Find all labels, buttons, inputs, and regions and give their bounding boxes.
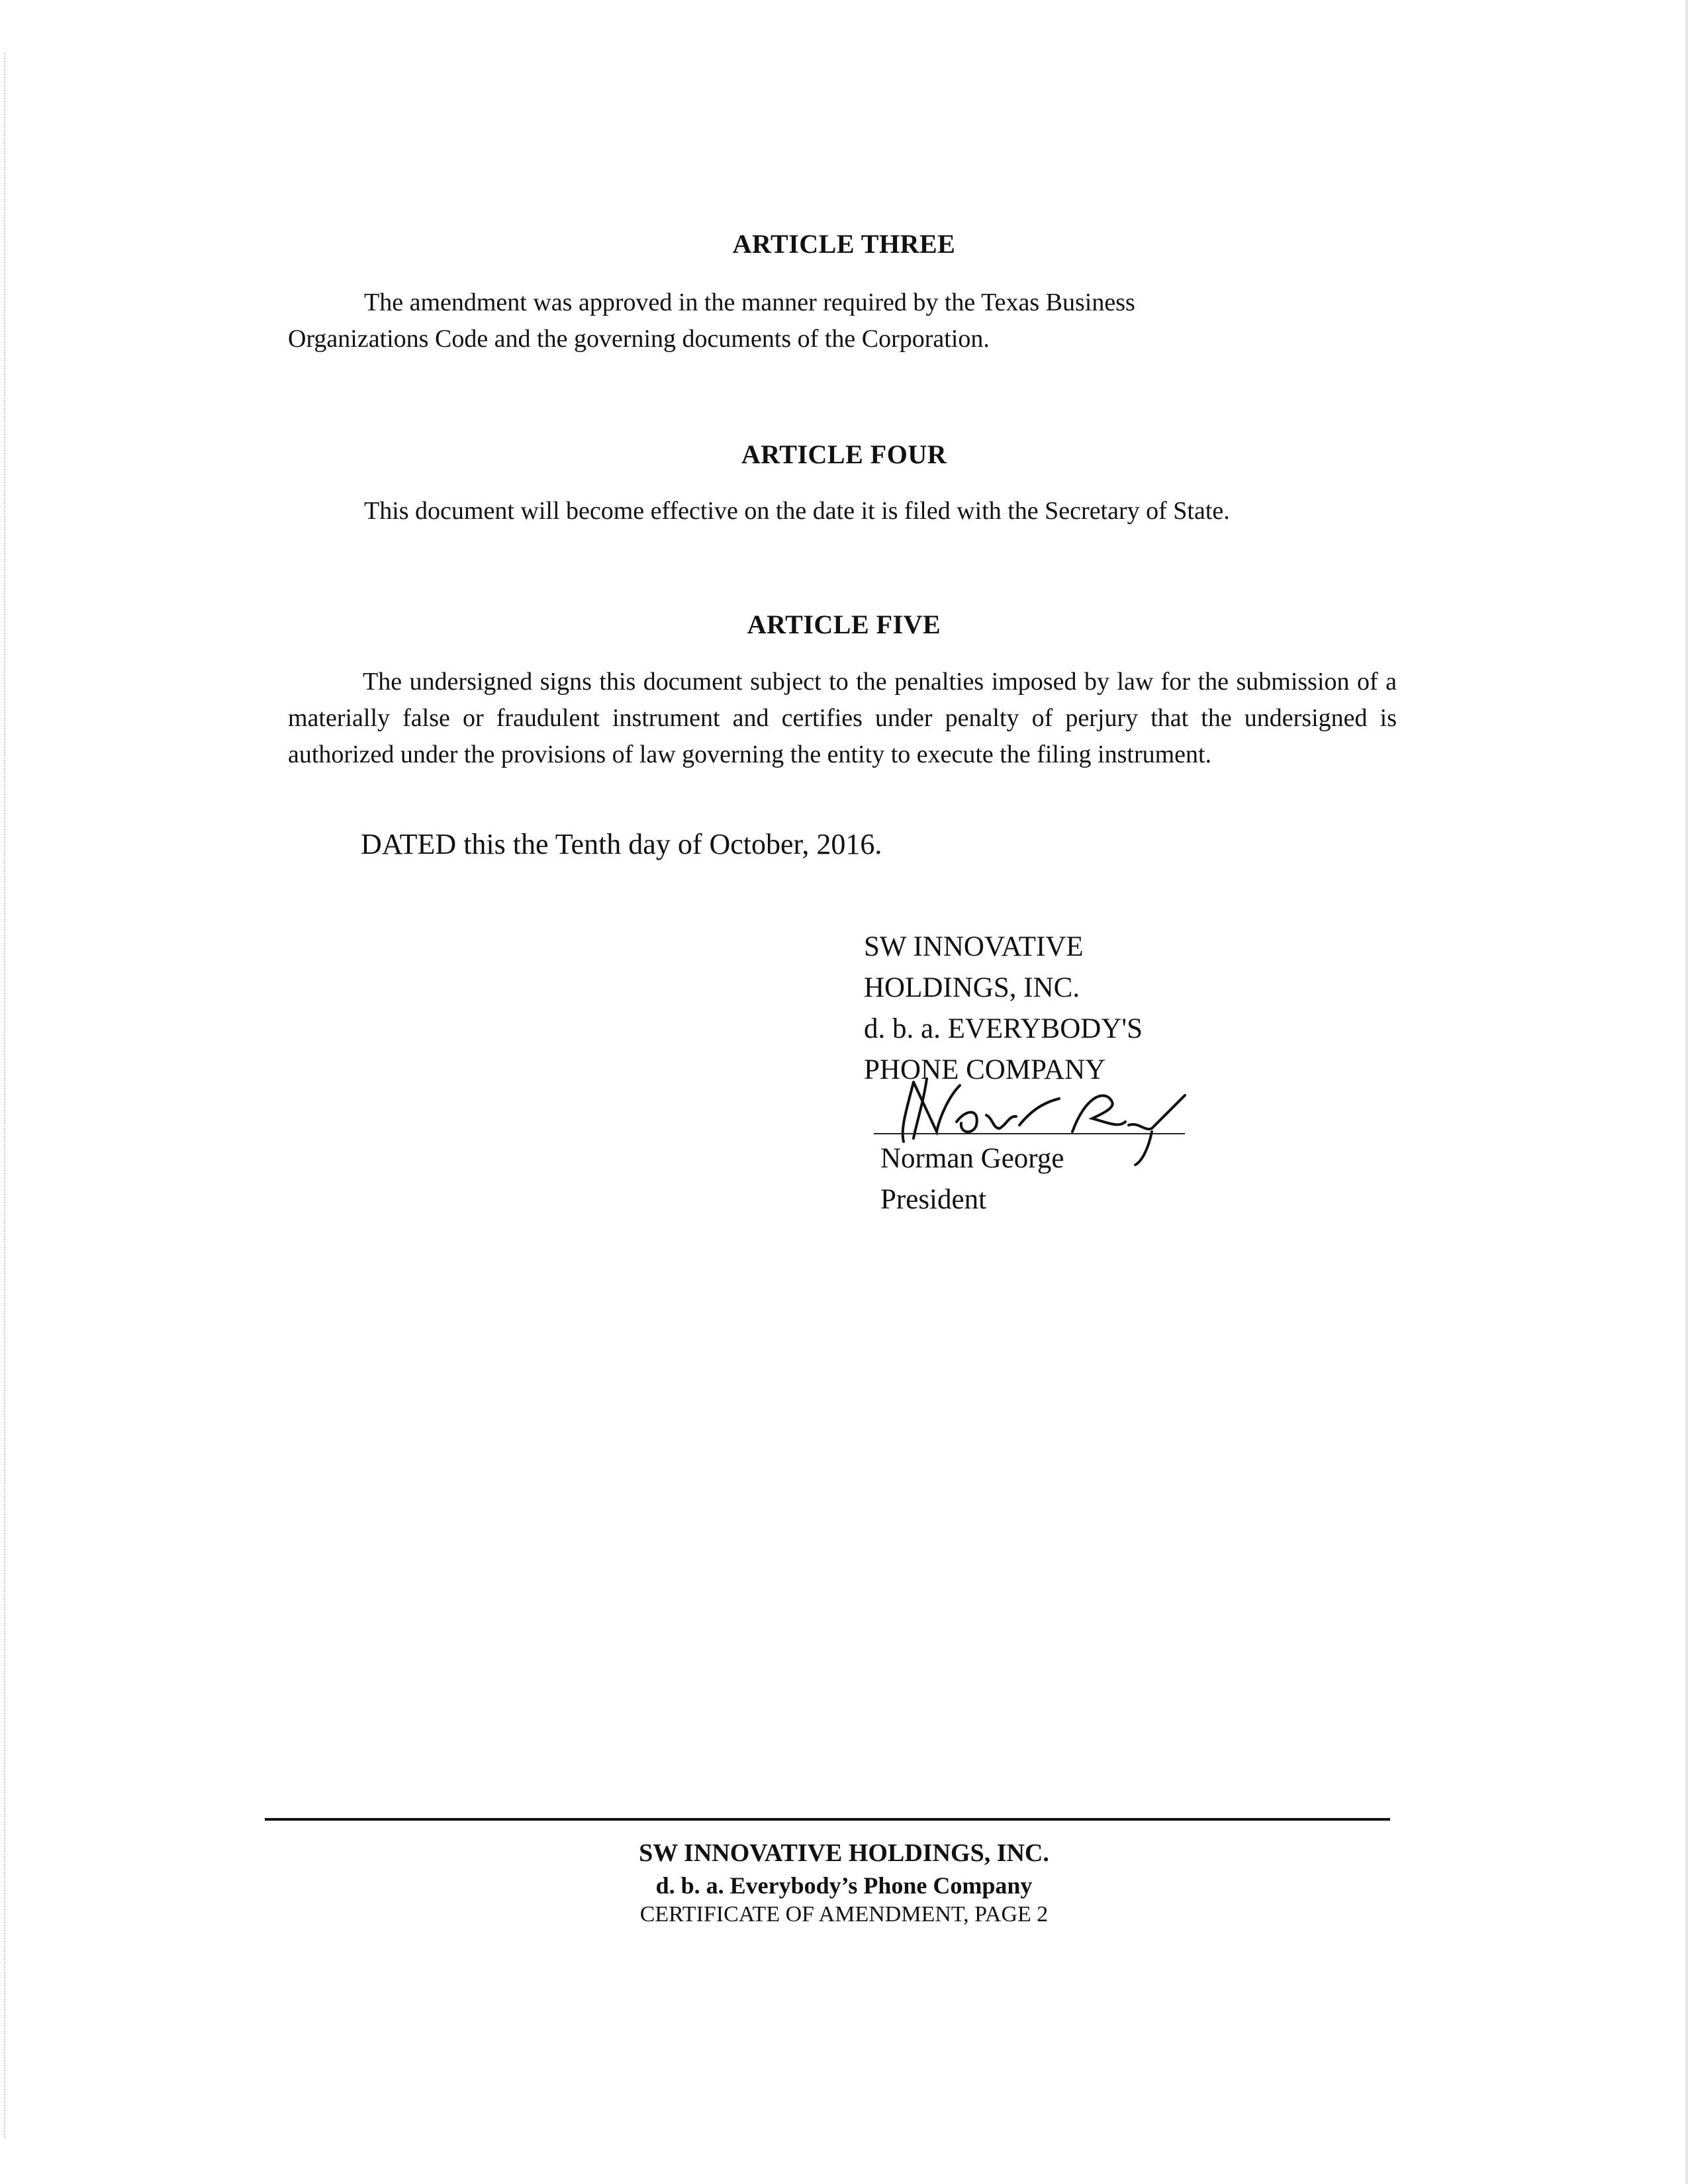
company-line-2: HOLDINGS, INC. <box>864 972 1080 1003</box>
signer-name: Norman George <box>880 1143 1064 1174</box>
footer-dba: d. b. a. Everybody’s Phone Company <box>655 1872 1033 1899</box>
article-three-text-line2: Organizations Code and the governing documents of the Corporation. <box>288 325 990 353</box>
article-five-heading: ARTICLE FIVE <box>747 610 941 639</box>
footer-page-label: CERTIFICATE OF AMENDMENT, PAGE 2 <box>639 1902 1049 1927</box>
signature-line <box>874 1133 1185 1134</box>
scan-margin-artifact <box>4 53 8 2138</box>
article-three-text-line1: The amendment was approved in the manner required by the Texas Business <box>364 289 1135 316</box>
dated-line: DATED this the Tenth day of October, 2016. <box>361 828 882 860</box>
signer-block <box>880 1138 1064 1220</box>
company-line-3: d. b. a. EVERYBODY'S <box>864 1013 1143 1044</box>
signature-company-block <box>864 927 1143 1091</box>
company-line-1: SW INNOVATIVE <box>864 931 1084 962</box>
footer-company-name: SW INNOVATIVE HOLDINGS, INC. <box>639 1839 1049 1867</box>
footer-rule <box>265 1818 1390 1821</box>
article-four-heading: ARTICLE FOUR <box>741 439 947 469</box>
article-three-heading: ARTICLE THREE <box>732 229 956 259</box>
article-four-text: This document will become effective on the date it is filed with the Secretary of State. <box>364 497 1230 525</box>
article-five-text: The undersigned signs this document subject to the penalties imposed by law for the submission of a materially false or fraudulent instrument and certifies under penalty of perjury that the undersigned is authorized under the provisions of law governing the entity to execute the filing instrument. <box>288 668 1397 768</box>
company-line-4: PHONE COMPANY <box>864 1054 1106 1085</box>
signer-title: President <box>880 1184 987 1215</box>
